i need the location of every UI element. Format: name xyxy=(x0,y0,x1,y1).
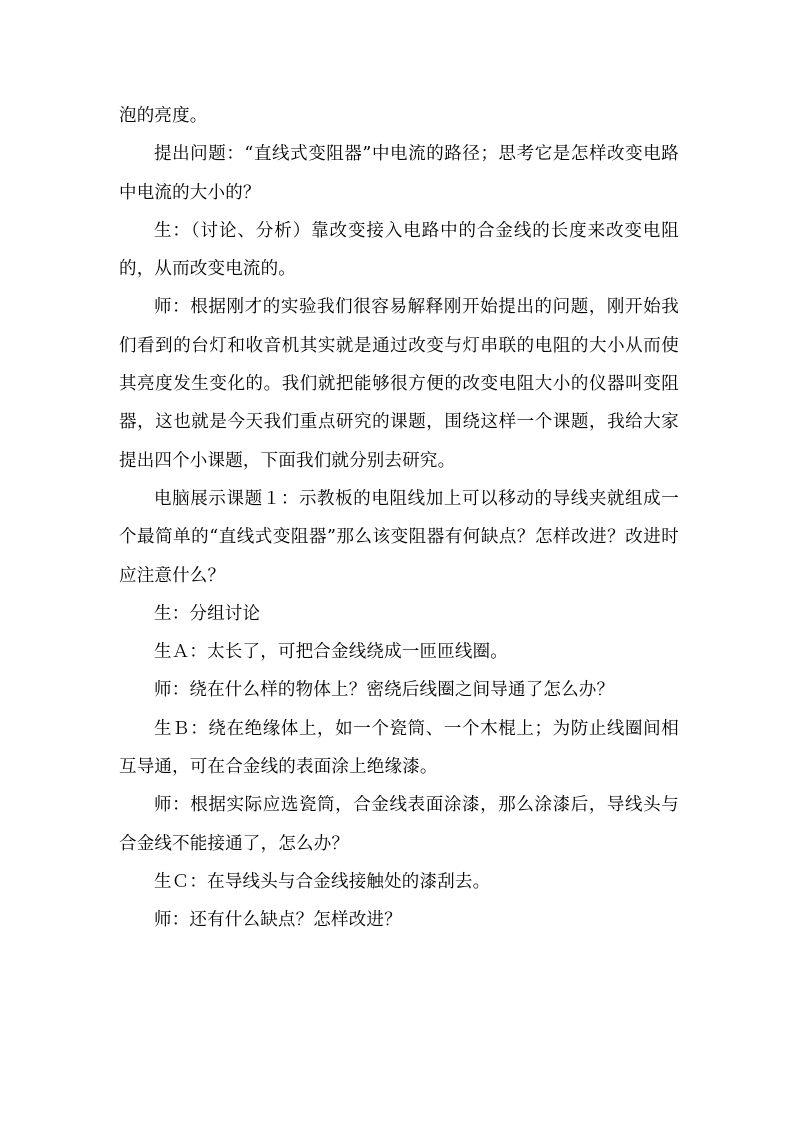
paragraph-5: 电脑展示课题１：示教板的电阻线加上可以移动的导线夹就组成一个最简单的“直线式变阻器”那么该变阻器有何缺点？怎样改进？改进时应注意什么？ xyxy=(119,488,679,586)
paragraph-2: 提出问题：“直线式变阻器”中电流的路径；思考它是怎样改变电路中电流的大小的？ xyxy=(119,144,679,203)
paragraph-6: 生：分组讨论 xyxy=(154,603,261,624)
document-body xyxy=(119,97,679,940)
paragraph-3: 生：（讨论、分析）靠改变接入电路中的合金线的长度来改变电阻的，从而改变电流的。 xyxy=(119,220,679,280)
paragraph-9: 生Ｂ：绕在绝缘体上，如一个瓷筒、一个木棍上；为防止线圈间相互导通，可在合金线的表面涂上绝缘漆。 xyxy=(119,718,679,778)
paragraph-7: 生Ａ：太长了，可把合金线绕成一匝匝线圈。 xyxy=(154,642,508,663)
paragraph-10: 师：根据实际应选瓷筒，合金线表面涂漆，那么涂漆后，导线头与合金线不能接通了，怎么办？ xyxy=(119,795,679,854)
paragraph-12: 师：还有什么缺点？怎样改进？ xyxy=(154,910,402,931)
paragraph-4: 师：根据刚才的实验我们很容易解释刚开始提出的问题，刚开始我们看到的台灯和收音机其实就是通过改变与灯串联的电阻的大小从而使其亮度发生变化的。我们就把能够很方便的改变电阻大小的仪器叫变阻器，这也就是今天我们重点研究的课题，围绕这样一个课题，我给大家提出四个小课题，下面我们就分别去研究。 xyxy=(119,297,679,471)
paragraph-1: 泡的亮度。 xyxy=(119,106,208,126)
paragraph-11: 生Ｃ：在导线头与合金线接触处的漆刮去。 xyxy=(154,871,491,892)
paragraph-8: 师：绕在什么样的物体上？密绕后线圈之间导通了怎么办？ xyxy=(154,680,615,701)
